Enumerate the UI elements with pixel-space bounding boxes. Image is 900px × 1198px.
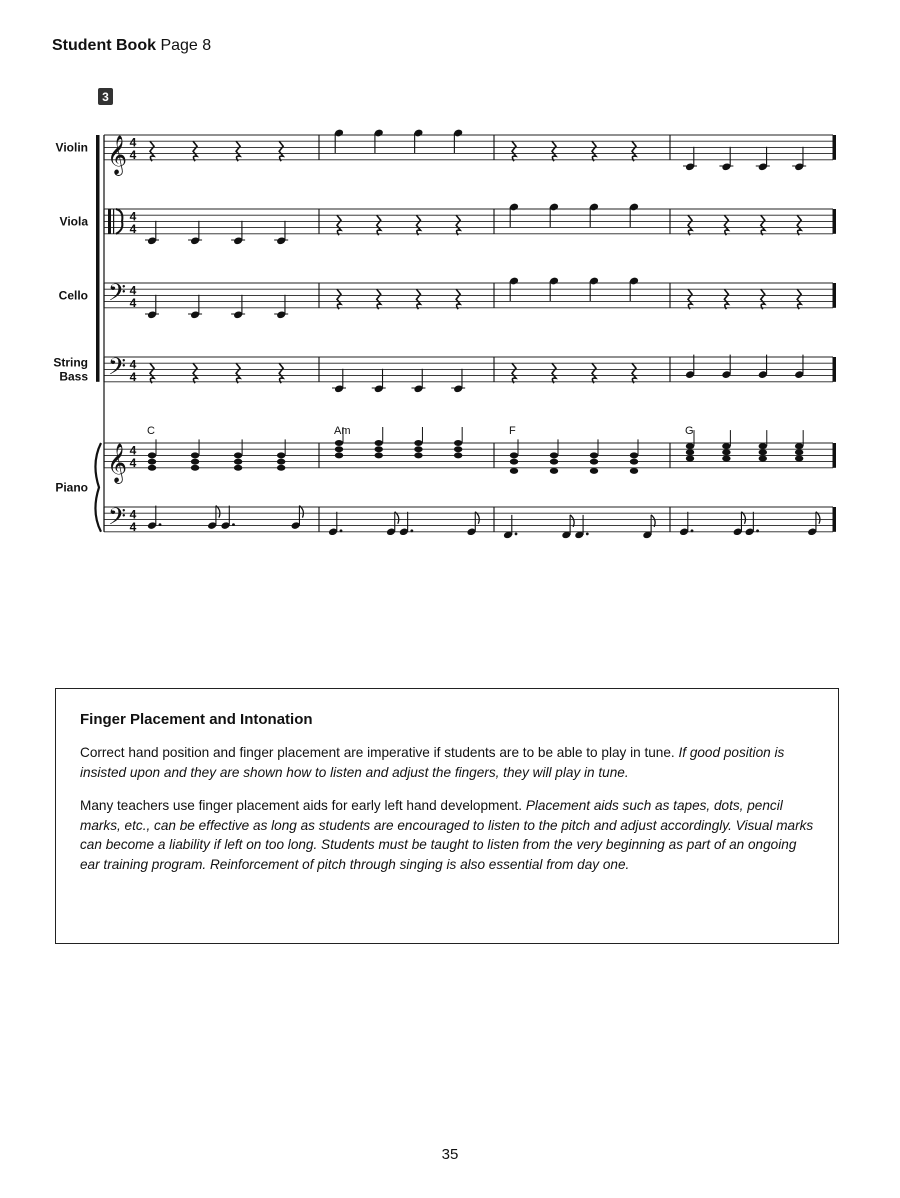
chord-notehead xyxy=(550,452,558,458)
quarter-rest xyxy=(236,141,240,161)
chord-notehead xyxy=(335,452,343,458)
chord-notehead xyxy=(630,459,638,465)
quarter-rest xyxy=(724,289,728,309)
chord-notehead xyxy=(375,440,383,446)
chord-notehead xyxy=(277,465,285,471)
quarter-rest xyxy=(552,141,556,161)
chord-notehead xyxy=(375,446,383,452)
instrument-label: String xyxy=(53,355,88,370)
chord-notehead xyxy=(510,468,518,474)
time-signature-top: 4 xyxy=(129,283,137,298)
quarter-rest xyxy=(688,215,692,235)
p1-italic: If good position is insisted upon and they are shown how to listen and adjust the fingers, they will play in tune. xyxy=(80,745,785,780)
bass-clef: 𝄢 xyxy=(108,279,127,311)
dot xyxy=(691,529,694,532)
final-barline xyxy=(833,283,836,308)
piano-brace xyxy=(95,443,101,532)
time-signature-bottom: 4 xyxy=(129,455,137,470)
chord-notehead xyxy=(630,452,638,458)
system-bracket xyxy=(96,135,100,382)
quarter-rest xyxy=(456,215,460,235)
time-signature-bottom: 4 xyxy=(129,147,137,162)
chord-notehead xyxy=(234,465,242,471)
chord-notehead xyxy=(722,456,730,462)
quarter-rest xyxy=(416,289,420,309)
box-title: Finger Placement and Intonation xyxy=(80,711,313,728)
bass-clef: 𝄢 xyxy=(108,503,127,535)
instrument-label: Cello xyxy=(58,288,88,303)
chord-notehead xyxy=(550,468,558,474)
eighth-flag xyxy=(651,515,655,527)
chord-notehead xyxy=(795,456,803,462)
chord-notehead xyxy=(414,446,422,452)
finger-placement-box xyxy=(55,688,839,944)
chord-notehead xyxy=(375,452,383,458)
chord-notehead xyxy=(148,465,156,471)
dot xyxy=(159,523,162,526)
final-barline xyxy=(833,443,836,468)
chord-symbol: Am xyxy=(334,425,351,437)
quarter-rest xyxy=(761,289,765,309)
chord-notehead xyxy=(277,459,285,465)
page-number: 35 xyxy=(441,1146,459,1163)
chord-notehead xyxy=(686,449,694,455)
time-signature-bottom: 4 xyxy=(129,295,137,310)
chord-notehead xyxy=(277,452,285,458)
dot xyxy=(586,533,589,536)
box-paragraph-1 xyxy=(80,743,814,782)
quarter-rest xyxy=(632,363,636,383)
alto-clef-bar xyxy=(108,209,111,234)
quarter-rest xyxy=(761,215,765,235)
chord-notehead xyxy=(759,443,767,449)
header-book-title: Student Book xyxy=(52,37,156,54)
chord-notehead xyxy=(148,459,156,465)
quarter-rest xyxy=(377,289,381,309)
chord-notehead xyxy=(234,452,242,458)
time-signature-top: 4 xyxy=(129,507,137,522)
chord-notehead xyxy=(191,452,199,458)
eighth-flag xyxy=(570,515,574,527)
chord-notehead xyxy=(510,452,518,458)
chord-notehead xyxy=(454,440,462,446)
dot xyxy=(515,533,518,536)
chord-notehead xyxy=(795,449,803,455)
time-signature-bottom: 4 xyxy=(129,221,137,236)
chord-notehead xyxy=(510,459,518,465)
music-score xyxy=(0,0,900,560)
quarter-rest xyxy=(456,289,460,309)
treble-clef: 𝄞 xyxy=(107,135,128,174)
chord-notehead xyxy=(335,440,343,446)
final-barline xyxy=(833,507,836,532)
quarter-rest xyxy=(150,141,154,161)
alto-clef-bar xyxy=(113,209,114,234)
chord-symbol: C xyxy=(147,425,155,437)
p2-normal: Many teachers use finger placement aids for early left hand development. xyxy=(80,798,526,814)
time-signature-top: 4 xyxy=(129,357,137,372)
final-barline xyxy=(833,135,836,160)
quarter-rest xyxy=(632,141,636,161)
quarter-rest xyxy=(688,289,692,309)
quarter-rest xyxy=(592,141,596,161)
chord-notehead xyxy=(686,456,694,462)
quarter-rest xyxy=(724,215,728,235)
quarter-rest xyxy=(512,141,516,161)
final-barline xyxy=(833,357,836,382)
quarter-rest xyxy=(150,363,154,383)
quarter-rest xyxy=(592,363,596,383)
piano-label: Piano xyxy=(55,480,88,495)
quarter-rest xyxy=(512,363,516,383)
quarter-rest xyxy=(279,363,283,383)
dot xyxy=(410,529,413,532)
time-signature-top: 4 xyxy=(129,135,137,150)
quarter-rest xyxy=(193,363,197,383)
quarter-rest xyxy=(797,215,801,235)
instrument-label: Violin xyxy=(55,140,88,155)
p1-normal: Correct hand position and finger placement are imperative if students are to be able to play in tune. xyxy=(80,745,679,760)
instrument-label: Bass xyxy=(59,369,88,384)
chord-notehead xyxy=(454,446,462,452)
header-page-ref: Page 8 xyxy=(160,37,212,54)
instrument-label: Viola xyxy=(59,214,88,229)
chord-notehead xyxy=(590,459,598,465)
box-paragraph-2 xyxy=(80,796,814,874)
chord-notehead xyxy=(191,459,199,465)
time-signature-top: 4 xyxy=(129,209,137,224)
chord-notehead xyxy=(759,449,767,455)
chord-notehead xyxy=(550,459,558,465)
chord-notehead xyxy=(454,452,462,458)
chord-notehead xyxy=(414,452,422,458)
quarter-rest xyxy=(236,363,240,383)
quarter-rest xyxy=(337,289,341,309)
chord-symbol: F xyxy=(509,425,516,437)
chord-notehead xyxy=(590,468,598,474)
dot xyxy=(756,529,759,532)
chord-notehead xyxy=(795,443,803,449)
chord-notehead xyxy=(722,443,730,449)
chord-notehead xyxy=(414,440,422,446)
chord-symbol: G xyxy=(685,425,694,437)
chord-notehead xyxy=(148,452,156,458)
quarter-rest xyxy=(377,215,381,235)
treble-clef: 𝄞 xyxy=(107,443,128,482)
quarter-rest xyxy=(416,215,420,235)
dot xyxy=(340,529,343,532)
bass-clef: 𝄢 xyxy=(108,353,127,385)
dot xyxy=(232,523,235,526)
p2-italic: Placement aids such as tapes, dots, pencil marks, etc., can be effective as long as students are encouraged to listen to the pitch and adjust accordingly. Visual marks can become a liability if left on too long. Students must be taught to listen from the very beginning as part of an ongoing ear training program. Reinforcement of pitch through singing is also essential from day one. xyxy=(80,798,814,872)
time-signature-top: 4 xyxy=(129,443,137,458)
chord-notehead xyxy=(191,465,199,471)
quarter-rest xyxy=(552,363,556,383)
quarter-rest xyxy=(193,141,197,161)
quarter-rest xyxy=(279,141,283,161)
chord-notehead xyxy=(686,443,694,449)
chord-notehead xyxy=(234,459,242,465)
time-signature-bottom: 4 xyxy=(129,519,137,534)
chord-notehead xyxy=(630,468,638,474)
exercise-number: 3 xyxy=(102,90,109,104)
quarter-rest xyxy=(337,215,341,235)
chord-notehead xyxy=(335,446,343,452)
chord-notehead xyxy=(722,449,730,455)
final-barline xyxy=(833,209,836,234)
quarter-rest xyxy=(797,289,801,309)
chord-notehead xyxy=(590,452,598,458)
time-signature-bottom: 4 xyxy=(129,369,137,384)
chord-notehead xyxy=(759,456,767,462)
